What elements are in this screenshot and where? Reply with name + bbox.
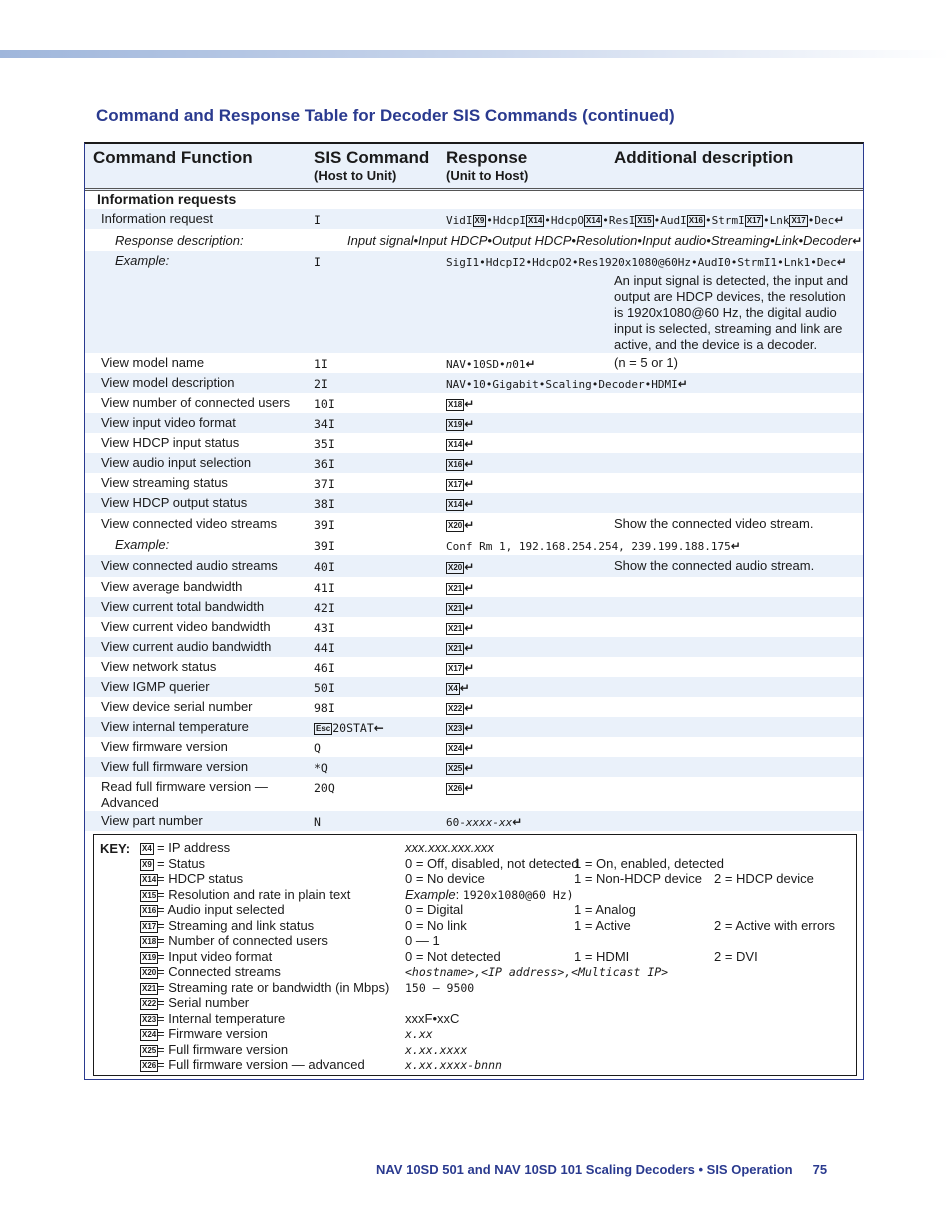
variable-box: X20 [142, 968, 157, 977]
function-text: Example: [115, 253, 170, 268]
key-item: X21 = Streaming rate or bandwidth (in Mbps) 150 — 9500 [142, 979, 475, 995]
table-row [85, 617, 863, 637]
function-text: View average bandwidth [101, 579, 243, 594]
variable-box: X22 [448, 704, 463, 713]
function-text: View input video format [101, 415, 236, 430]
variable-box: X4 [448, 684, 458, 693]
variable-box: X21 [448, 604, 463, 613]
table-row [85, 697, 863, 717]
variable-box: X14 [142, 875, 157, 884]
table-row [85, 209, 863, 229]
command-text: 98I [314, 701, 335, 715]
return-icon: ↵ [730, 539, 741, 553]
return-icon: ↵ [464, 581, 475, 595]
response-text [446, 436, 474, 453]
variable-box: X17 [746, 216, 761, 225]
variable-box: X23 [142, 1014, 157, 1024]
page-number: 75 [812, 1162, 828, 1177]
response-text [446, 517, 474, 534]
command-text: I [314, 213, 321, 227]
command-text: N [314, 815, 321, 829]
return-icon: ↵ [464, 397, 475, 411]
variable-box: X26 [142, 1061, 157, 1070]
return-icon: ↵ [464, 621, 475, 635]
esc-key-box: Esc [316, 724, 331, 733]
return-icon: ↵ [464, 457, 475, 471]
description-text: Show the connected audio stream. [614, 558, 815, 573]
variable-box: X20 [448, 563, 463, 572]
description-text: Show the connected video stream. [614, 516, 814, 531]
col-header-description: Additional description [614, 148, 794, 167]
return-icon: ↵ [464, 781, 475, 795]
response-text [446, 559, 474, 576]
variable-box: X24 [142, 1030, 157, 1039]
variable-box: X22 [142, 999, 157, 1008]
command-text: I [314, 255, 321, 269]
return-icon: ↵ [464, 437, 475, 451]
function-text: View streaming status [101, 475, 228, 490]
function-text: View connected audio streams [101, 558, 278, 573]
return-icon: ↵ [525, 357, 536, 371]
function-text: View connected video streams [101, 516, 278, 531]
command-text: Esc 20STAT← [316, 721, 384, 735]
table-row [85, 353, 863, 373]
function-text: View number of connected users [101, 395, 291, 410]
table-row [85, 373, 863, 393]
return-icon: ↵ [464, 761, 475, 775]
command-text: 40I [314, 560, 335, 574]
variable-box: X14 [448, 500, 463, 509]
function-text: View device serial number [101, 699, 253, 714]
key-item: X15 = Resolution and rate in plain text Example: 1920x1080@60 Hz) [142, 886, 574, 902]
header-decoration-bar [0, 50, 950, 58]
command-text: *Q [314, 761, 328, 775]
response-text [446, 740, 474, 757]
response-text [446, 700, 474, 717]
table-row [85, 577, 863, 597]
variable-box: X23 [448, 724, 463, 733]
variable-box: X18 [142, 937, 157, 946]
function-text: View current total bandwidth [101, 599, 265, 614]
page-title: Command and Response Table for Decoder SIS Commands (continued) [96, 106, 675, 125]
table-row [85, 737, 863, 757]
response-text [446, 416, 474, 433]
variable-box: X19 [142, 952, 157, 962]
return-icon: ↵ [459, 681, 470, 695]
response-text [446, 660, 474, 677]
function-text: View part number [101, 813, 203, 828]
variable-box: X17 [791, 216, 806, 225]
table-row [85, 555, 863, 577]
variable-box: X16 [688, 216, 703, 225]
table-row [85, 453, 863, 473]
function-text: View model description [101, 375, 235, 390]
command-text: 43I [314, 621, 335, 635]
function-text: View current audio bandwidth [101, 639, 272, 654]
key-item: X16 = Audio input selected 0 = Digital 1 = Analog [142, 902, 636, 917]
key-item: X18 = Number of connected users 0 — 1 [142, 933, 440, 948]
variable-box: X18 [448, 400, 463, 409]
key-item: X23 = Internal temperature xxxF•xxC [142, 1010, 460, 1026]
variable-box: X24 [448, 744, 463, 753]
response-text [446, 600, 474, 617]
col-header-sis: SIS Command [314, 148, 430, 167]
response-text: NAV•10•Gigabit•Scaling•Decoder•HDMI↵ [446, 377, 688, 391]
function-text: View HDCP input status [101, 435, 240, 450]
function-text: View model name [101, 355, 205, 370]
function-text: Information request [101, 211, 214, 226]
table-row [85, 231, 863, 251]
col-header-response: Response [446, 148, 528, 167]
return-icon: ↵ [852, 234, 863, 248]
return-icon: ↵ [464, 601, 475, 615]
return-icon: ↵ [836, 255, 847, 269]
variable-box: X9 [142, 859, 152, 869]
function-text: View internal temperature [101, 719, 249, 734]
return-icon: ↵ [464, 701, 475, 715]
key-item: X17 = Streaming and link status 0 = No link 1 = Active 2 = Active with errors [142, 917, 836, 933]
command-text: 50I [314, 681, 335, 695]
variable-box: X17 [448, 664, 463, 673]
variable-box: X25 [448, 764, 463, 773]
table-row [85, 513, 863, 535]
command-text: 39I [314, 539, 335, 553]
response-text: NAV•10SD•n01↵ [446, 357, 536, 371]
variable-box: X25 [142, 1045, 157, 1055]
return-icon: ↵ [512, 815, 523, 829]
table-row [85, 493, 863, 513]
table-row [85, 811, 863, 831]
col-header-function: Command Function [93, 148, 253, 167]
variable-box: X14 [448, 440, 463, 449]
command-text: 42I [314, 601, 335, 615]
response-text: VidI X9 •HdcpI X14 •HdcpO X14 •ResI X15 •AudI X16 •StrmI X17 •Lnk X17 •Dec↵ [446, 213, 845, 227]
footer-text: NAV 10SD 501 and NAV 10SD 101 Scaling Decoders • SIS Operation [376, 1162, 793, 1177]
command-text: 34I [314, 417, 335, 431]
return-icon: ↵ [464, 661, 475, 675]
response-text [446, 620, 474, 637]
key-legend [93, 834, 857, 1076]
table-row [85, 535, 863, 555]
variable-box: X21 [448, 624, 463, 633]
key-item: X20 = Connected streams <hostname>,<IP address>,<Multicast IP> [142, 964, 669, 979]
variable-box: X21 [448, 644, 463, 653]
response-text [446, 720, 474, 737]
variable-box: X19 [448, 420, 463, 429]
response-text [446, 456, 474, 473]
page-footer [376, 1162, 827, 1177]
command-text: 38I [314, 497, 335, 511]
variable-box: X9 [474, 216, 485, 225]
key-item: X25 = Full firmware version x.xx.xxxx [142, 1041, 468, 1057]
command-table [84, 142, 864, 1080]
command-text: 41I [314, 581, 335, 595]
key-label: KEY: [100, 841, 131, 856]
table-row [85, 413, 863, 433]
command-text: 10I [314, 397, 335, 411]
function-text: View audio input selection [101, 455, 252, 470]
variable-box: X21 [142, 983, 157, 993]
key-item: X22 = Serial number [142, 995, 250, 1010]
key-item: X26 = Full firmware version — advanced x.xx.xxxx-bnnn [142, 1057, 502, 1072]
return-icon: ↵ [464, 477, 475, 491]
function-text: View network status [101, 659, 217, 674]
key-item: X24 = Firmware version x.xx [142, 1026, 433, 1041]
command-text: 46I [314, 661, 335, 675]
command-text: 36I [314, 457, 335, 471]
response-text [446, 640, 474, 657]
response-text [446, 396, 474, 413]
variable-box: X4 [142, 844, 152, 853]
table-row [85, 777, 863, 811]
col-subheader-response: (Unit to Host) [446, 168, 529, 183]
table-row [85, 473, 863, 493]
variable-box: X17 [142, 921, 157, 931]
return-icon: ↵ [464, 518, 475, 532]
response-text: 60-xxxx-xx↵ [446, 815, 523, 829]
table-row [85, 677, 863, 697]
command-text: 39I [314, 518, 335, 532]
return-icon: ↵ [464, 741, 475, 755]
variable-box: X16 [142, 906, 157, 915]
response-text [446, 680, 470, 697]
command-text: 37I [314, 477, 335, 491]
key-item: X9 = Status 0 = Off, disabled, not detected 1 = On, enabled, detected [142, 855, 724, 871]
return-icon: ↵ [464, 497, 475, 511]
command-text: 35I [314, 437, 335, 451]
table-row [85, 717, 863, 737]
response-text [446, 760, 474, 777]
function-text: View firmware version [101, 739, 228, 754]
key-item: X14 = HDCP status 0 = No device 1 = Non-HDCP device 2 = HDCP device [142, 871, 814, 886]
function-text: View current video bandwidth [101, 619, 271, 634]
response-text: SigI1•HdcpI2•HdcpO2•Res1920x1080@60Hz•AudI0•StrmI1•Lnk1•Dec↵ [446, 255, 847, 269]
response-description-text: Input signal•Input HDCP•Output HDCP•Resolution•Input audio•Streaming•Link•Decoder↵ [347, 233, 863, 248]
section-heading: Information requests [97, 191, 237, 207]
variable-box: X26 [448, 784, 463, 793]
function-text: View full firmware version [101, 759, 249, 774]
description-text: An input signal is detected, the input and output are HDCP devices, the resolution is 1920x1080@60 Hz, the digital audio input is selected, streaming and link are active, and the device is a decoder. [614, 273, 849, 352]
variable-box: X15 [142, 890, 157, 900]
return-icon: ↵ [464, 641, 475, 655]
response-text [446, 780, 474, 797]
response-text [446, 580, 474, 597]
table-row [85, 637, 863, 657]
function-text: Response description: [115, 233, 244, 248]
table-row [85, 393, 863, 413]
table-row [85, 597, 863, 617]
return-icon: ↵ [677, 377, 688, 391]
command-text: 1I [314, 357, 328, 371]
variable-box: X17 [448, 480, 463, 489]
return-icon: ↵ [464, 417, 475, 431]
left-arrow-icon: ← [373, 721, 384, 735]
variable-box: X16 [448, 460, 463, 469]
function-text: View HDCP output status [101, 495, 248, 510]
response-text [446, 476, 474, 493]
table-row [85, 657, 863, 677]
response-text [446, 496, 474, 513]
variable-box: X21 [448, 584, 463, 593]
key-item: X19 = Input video format 0 = Not detected 1 = HDMI 2 = DVI [142, 948, 758, 964]
command-text: 20Q [314, 781, 335, 795]
function-text: Read full firmware version — Advanced [101, 779, 268, 810]
variable-box: X15 [637, 216, 652, 225]
command-text: 2I [314, 377, 328, 391]
function-text: View IGMP querier [101, 679, 210, 694]
table-row [85, 757, 863, 777]
key-item: X4 = IP address xxx.xxx.xxx.xxx [142, 840, 494, 855]
command-text: 44I [314, 641, 335, 655]
command-text: Q [314, 741, 321, 755]
table-header [85, 144, 863, 191]
variable-box: X20 [448, 521, 463, 530]
variable-box: X14 [586, 216, 601, 225]
col-subheader-sis: (Host to Unit) [314, 168, 397, 183]
description-text: (n = 5 or 1) [614, 355, 678, 370]
function-text: Example: [115, 537, 170, 552]
variable-box: X14 [528, 216, 543, 225]
table-row [85, 433, 863, 453]
response-text: Conf Rm 1, 192.168.254.254, 239.199.188.175↵ [446, 539, 741, 553]
return-icon: ↵ [464, 560, 475, 574]
return-icon: ↵ [834, 213, 845, 227]
table-row [85, 251, 863, 353]
return-icon: ↵ [464, 721, 475, 735]
